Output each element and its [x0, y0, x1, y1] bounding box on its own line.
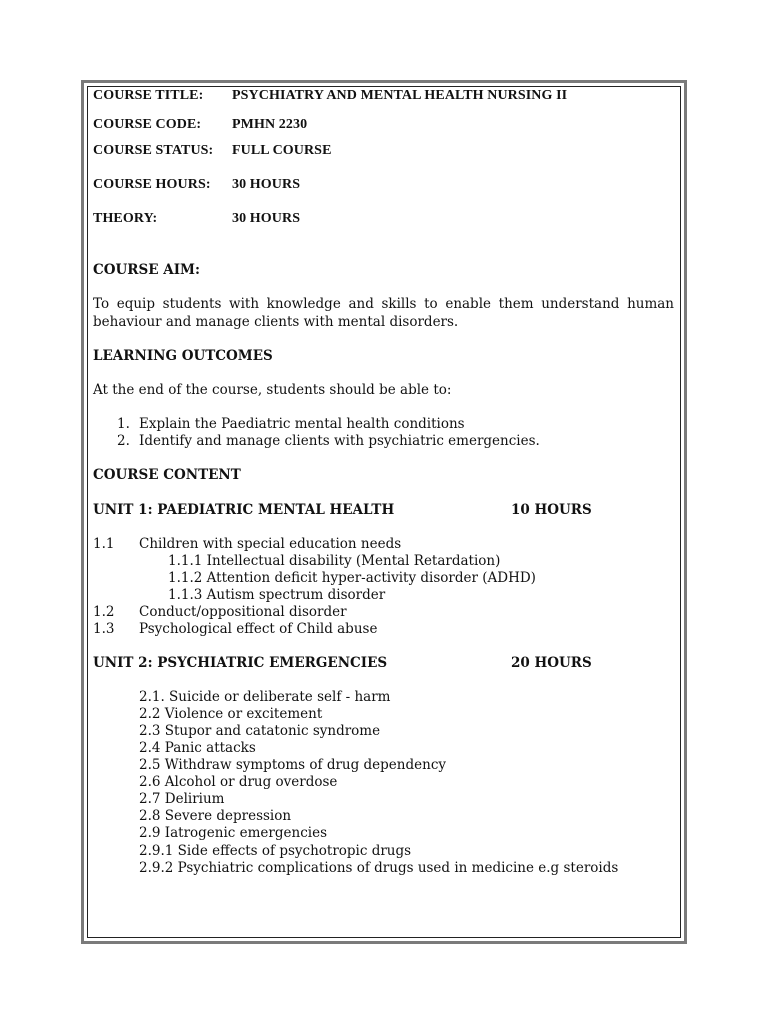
unit-1-hours: 10 HOURS: [511, 502, 592, 518]
unit-2-item: 2.4 Panic attacks: [139, 740, 256, 756]
unit-1-item: Conduct/oppositional disorder: [139, 604, 347, 620]
unit-2-item: 2.9.2 Psychiatric complications of drugs used in medicine e.g steroids: [139, 860, 619, 876]
course-hours: 30 HOURS: [232, 177, 301, 192]
unit-2-item: 2.7 Delirium: [139, 791, 225, 807]
unit-2-title: UNIT 2: PSYCHIATRIC EMERGENCIES: [93, 655, 388, 671]
course-content-heading: COURSE CONTENT: [93, 467, 241, 483]
outcome-item: Identify and manage clients with psychiatric emergencies.: [139, 433, 540, 449]
unit-1-item-number: 1.2: [93, 604, 115, 620]
course-code-label: COURSE CODE:: [93, 117, 202, 132]
learning-outcomes-heading: LEARNING OUTCOMES: [93, 348, 273, 364]
learning-outcomes-intro: At the end of the course, students should be able to:: [93, 382, 452, 398]
unit-1-item-number: 1.3: [93, 621, 115, 637]
course-status: FULL COURSE: [232, 143, 332, 158]
outcome-number: 1.: [117, 416, 130, 432]
unit-1-item-number: 1.1: [93, 536, 115, 552]
unit-1-title: UNIT 1: PAEDIATRIC MENTAL HEALTH: [93, 502, 395, 518]
unit-2-item: 2.6 Alcohol or drug overdose: [139, 774, 338, 790]
unit-1-subitem: 1.1.1 Intellectual disability (Mental Retardation): [168, 553, 501, 569]
unit-2-item: 2.9 Iatrogenic emergencies: [139, 825, 327, 841]
unit-1-subitem: 1.1.2 Attention deficit hyper-activity disorder (ADHD): [168, 570, 536, 586]
theory-label: THEORY:: [93, 211, 158, 226]
unit-2-item: 2.9.1 Side effects of psychotropic drugs: [139, 843, 412, 859]
course-status-label: COURSE STATUS:: [93, 143, 214, 158]
course-title-label: COURSE TITLE:: [93, 88, 204, 103]
course-aim-line-1: To equip students with knowledge and skills to enable them understand human: [93, 296, 674, 312]
outcome-item: Explain the Paediatric mental health conditions: [139, 416, 465, 432]
course-aim-line-2: behaviour and manage clients with mental disorders.: [93, 314, 459, 330]
outcome-number: 2.: [117, 433, 130, 449]
unit-2-item: 2.8 Severe depression: [139, 808, 292, 824]
unit-1-item: Children with special education needs: [139, 536, 402, 552]
unit-2-item: 2.3 Stupor and catatonic syndrome: [139, 723, 381, 739]
course-title: PSYCHIATRY AND MENTAL HEALTH NURSING II: [232, 88, 568, 103]
unit-2-item: 2.2 Violence or excitement: [139, 706, 323, 722]
course-hours-label: COURSE HOURS:: [93, 177, 211, 192]
unit-1-item: Psychological effect of Child abuse: [139, 621, 378, 637]
unit-2-item: 2.1. Suicide or deliberate self - harm: [139, 689, 391, 705]
unit-1-subitem: 1.1.3 Autism spectrum disorder: [168, 587, 386, 603]
unit-2-item: 2.5 Withdraw symptoms of drug dependency: [139, 757, 447, 773]
unit-2-hours: 20 HOURS: [511, 655, 592, 671]
theory-hours: 30 HOURS: [232, 211, 301, 226]
course-code: PMHN 2230: [232, 117, 308, 132]
course-aim-heading: COURSE AIM:: [93, 262, 200, 278]
